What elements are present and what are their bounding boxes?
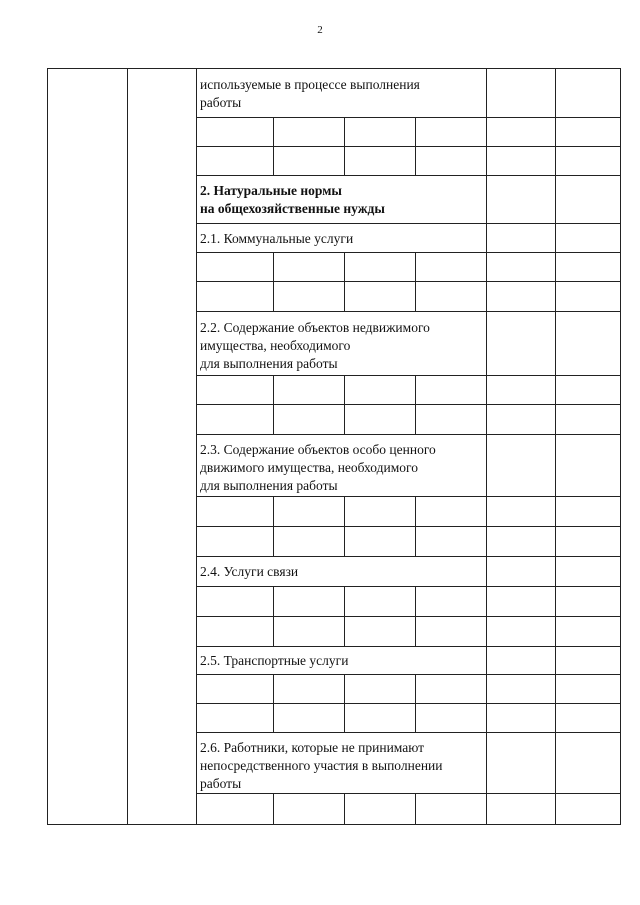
table-cell <box>555 704 556 732</box>
table-cell <box>344 253 345 281</box>
row-text: 2.1. Коммунальные услуги <box>200 231 354 246</box>
table-cell <box>486 435 487 496</box>
table-row <box>196 312 621 376</box>
row-text: 2.6. Работники, которые не принимают непосредственного участия в выполнении работы <box>200 740 443 791</box>
table-cell <box>555 794 556 825</box>
table-cell <box>555 647 556 674</box>
norms-table <box>47 68 621 825</box>
table-cell <box>486 282 487 311</box>
table-cell <box>555 69 556 117</box>
table-cell <box>415 147 416 175</box>
table-cell <box>273 527 274 556</box>
table-cell <box>555 176 556 223</box>
table-cell <box>555 253 556 281</box>
table-row <box>196 147 621 176</box>
table-cell <box>273 497 274 526</box>
table-cell <box>273 282 274 311</box>
section-heading: 2. Натуральные нормы на общехозяйственные нужды <box>200 183 385 216</box>
row-text: 2.4. Услуги связи <box>200 564 299 579</box>
table-cell <box>555 147 556 175</box>
table-cell <box>415 617 416 646</box>
table-row <box>196 675 621 704</box>
table-cell <box>486 794 487 825</box>
table-row <box>196 435 621 497</box>
table-cell <box>486 647 487 674</box>
table-row <box>196 527 621 557</box>
table-cell <box>486 405 487 434</box>
table-cell <box>555 527 556 556</box>
table-cell <box>344 527 345 556</box>
table-cell <box>486 497 487 526</box>
table-cell <box>555 587 556 616</box>
column-divider <box>127 69 128 824</box>
table-row <box>196 704 621 733</box>
table-row <box>196 176 621 224</box>
row-text: 2.3. Содержание объектов особо ценного движимого имущества, необходимого для выполнения работы <box>200 442 436 493</box>
table-cell <box>344 675 345 703</box>
table-cell <box>415 704 416 732</box>
table-cell <box>486 557 487 586</box>
table-cell <box>415 675 416 703</box>
table-cell <box>273 617 274 646</box>
table-cell <box>415 497 416 526</box>
table-row <box>196 376 621 405</box>
table-cell <box>344 587 345 616</box>
table-cell <box>486 253 487 281</box>
table-cell <box>344 147 345 175</box>
table-cell <box>486 224 487 252</box>
table-cell <box>273 253 274 281</box>
table-cell <box>273 587 274 616</box>
table-cell <box>273 675 274 703</box>
table-cell <box>415 376 416 404</box>
table-cell <box>486 733 487 793</box>
page-number: 2 <box>317 24 323 36</box>
table-cell <box>273 147 274 175</box>
table-cell <box>344 497 345 526</box>
table-cell <box>555 224 556 252</box>
table-cell <box>344 118 345 146</box>
table-cell <box>344 282 345 311</box>
table-cell <box>415 527 416 556</box>
table-row <box>196 617 621 647</box>
row-text: 2.5. Транспортные услуги <box>200 653 349 668</box>
table-row <box>196 587 621 617</box>
table-cell <box>555 557 556 586</box>
table-row <box>196 497 621 527</box>
row-text: используемые в процессе выполнения работы <box>200 77 420 110</box>
table-cell <box>415 118 416 146</box>
table-cell <box>273 704 274 732</box>
table-cell <box>486 147 487 175</box>
table-cell <box>555 497 556 526</box>
table-row <box>196 557 621 587</box>
table-cell <box>486 617 487 646</box>
table-cell <box>486 704 487 732</box>
table-cell <box>555 405 556 434</box>
table-cell <box>555 312 556 375</box>
table-row <box>196 647 621 675</box>
table-cell <box>555 675 556 703</box>
table-cell <box>344 794 345 825</box>
table-cell <box>415 587 416 616</box>
row-text: 2.2. Содержание объектов недвижимого имущества, необходимого для выполнения работы <box>200 320 430 371</box>
table-cell <box>486 376 487 404</box>
table-cell <box>486 675 487 703</box>
table-cell <box>486 587 487 616</box>
table-row <box>196 69 621 118</box>
table-cell <box>273 405 274 434</box>
table-row <box>196 282 621 312</box>
table-cell <box>486 69 487 117</box>
table-cell <box>555 282 556 311</box>
table-cell <box>273 376 274 404</box>
table-cell <box>344 704 345 732</box>
table-cell <box>486 527 487 556</box>
table-row <box>196 733 621 794</box>
table-cell <box>486 118 487 146</box>
table-cell <box>486 176 487 223</box>
table-row <box>196 224 621 253</box>
table-cell <box>555 376 556 404</box>
table-cell <box>555 617 556 646</box>
table-cell <box>415 282 416 311</box>
table-cell <box>273 118 274 146</box>
table-row <box>196 118 621 147</box>
table-cell <box>415 794 416 825</box>
table-cell <box>273 794 274 825</box>
table-cell <box>486 312 487 375</box>
table-cell <box>555 733 556 793</box>
table-cell <box>555 435 556 496</box>
table-row <box>196 253 621 282</box>
table-cell <box>344 405 345 434</box>
table-cell <box>344 376 345 404</box>
table-cell <box>415 405 416 434</box>
table-cell <box>415 253 416 281</box>
table-cell <box>555 118 556 146</box>
table-cell <box>344 617 345 646</box>
table-row <box>196 405 621 435</box>
table-row <box>196 794 621 825</box>
